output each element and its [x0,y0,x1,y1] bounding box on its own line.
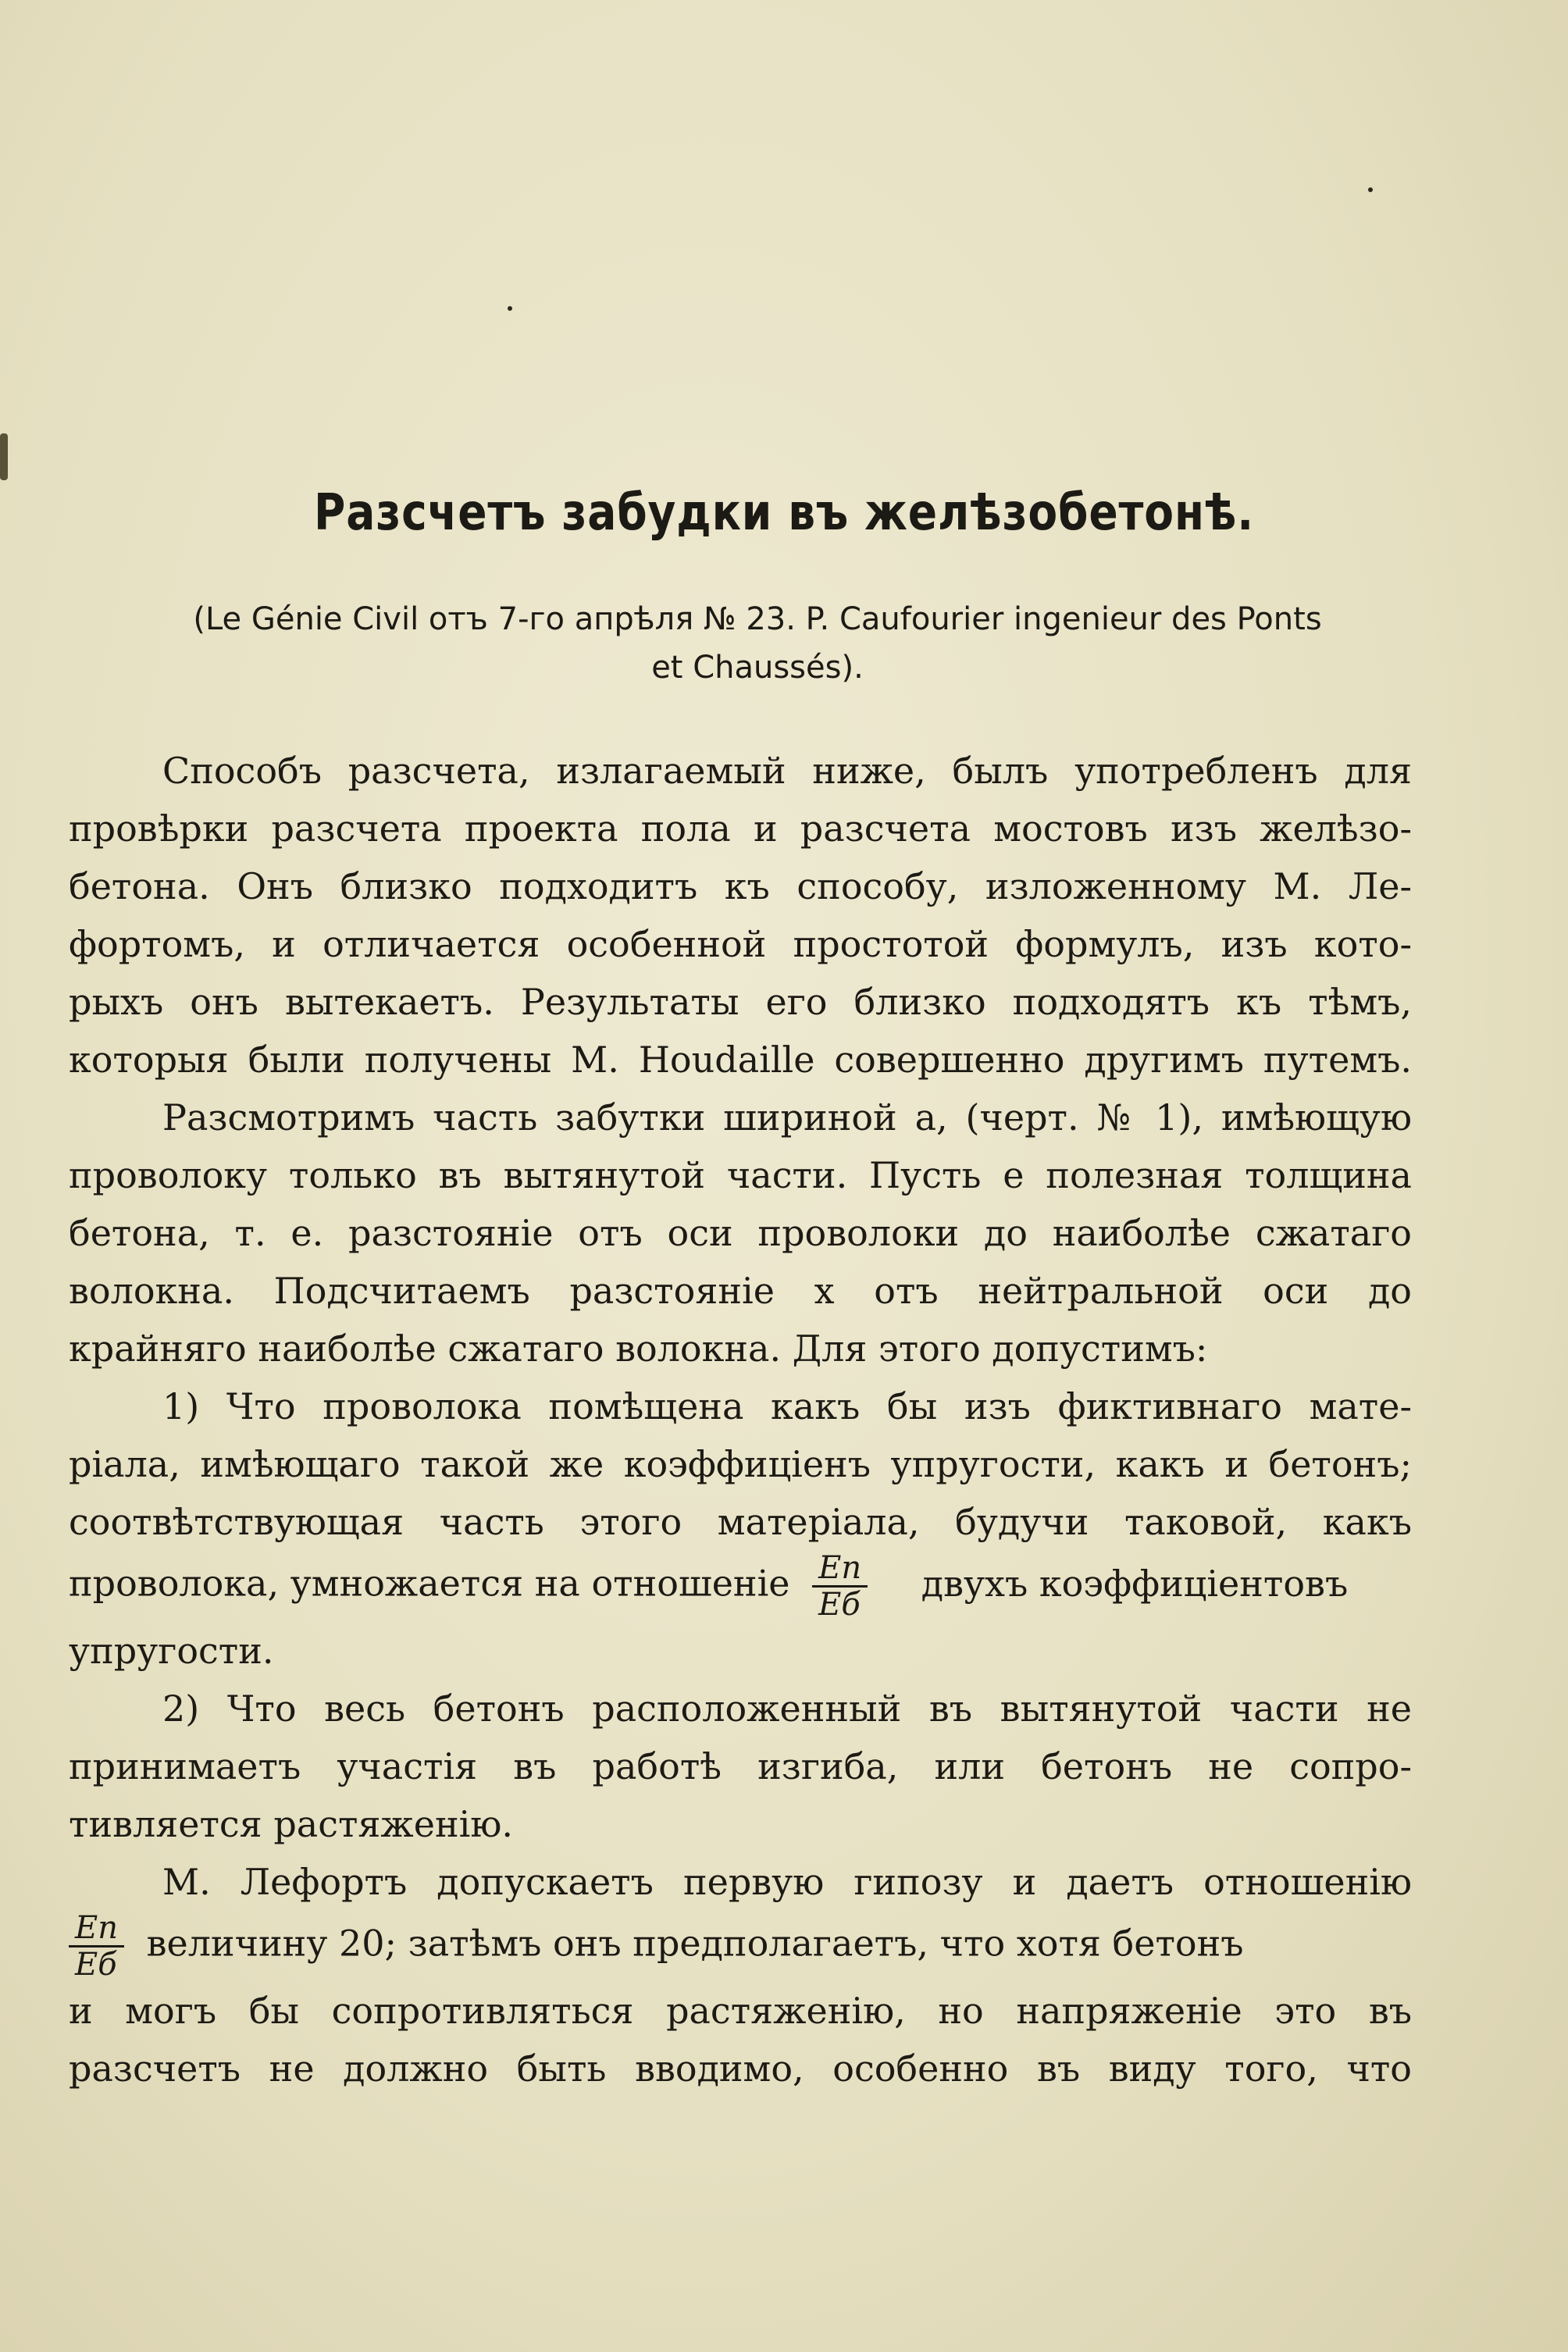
fraction-denominator: Eб [818,1587,861,1623]
text-line-with-fraction [69,1911,1412,1982]
fraction-denominator: Eб [75,1947,117,1983]
text-line: рыхъ онъ вытекаетъ. Результаты его близко подходятъ къ тѣмъ, [69,981,1412,1023]
text-line: провѣрки разсчета проекта пола и разсчета мостовъ изъ желѣзо- [69,807,1412,850]
text-line: соотвѣтствующая часть этого матеріала, будучи таковой, какъ [69,1501,1412,1543]
text-line: М. Лефортъ допускаетъ первую гипозу и даетъ отношенію [162,1861,1412,1903]
source-line-1: (Le Génie Civil отъ 7-го апрѣля № 23. P. Caufourier ingenieur des Ponts [193,601,1322,637]
text-line: и могъ бы сопротивляться растяженію, но напряженіе это въ [69,1990,1412,2032]
fraction-numerator: Eп [69,1911,124,1948]
text-line: проволоку только въ вытянутой части. Пусть e полезная толщина [69,1154,1412,1196]
text-segment: проволока, умножается на отношеніе [69,1562,790,1605]
text-line: фортомъ, и отличается особенной простотой формулъ, изъ кото- [69,923,1412,965]
text-line: упругости. [69,1630,274,1672]
text-line: тивляется растяженію. [69,1803,514,1845]
modulus-ratio-fraction [812,1551,868,1622]
article-body [69,742,1412,2097]
text-segment: двухъ коэффиціентовъ [921,1562,1349,1605]
text-line-with-fraction [69,1551,1412,1622]
fraction-numerator: Eп [812,1551,868,1588]
text-segment: величину 20; затѣмъ онъ предполагаетъ, что хотя бетонъ [146,1922,1244,1965]
source-line-2: et Chaussés). [651,650,864,686]
page-edge-mark [0,433,8,480]
text-line: Разсмотримъ часть забутки шириной a, (черт. № 1), имѣющую [162,1096,1412,1139]
text-line: крайняго наиболѣе сжатаго волокна. Для этого допустимъ: [69,1327,1208,1370]
text-line: 2) Что весь бетонъ расположенный въ вытянутой части не [162,1687,1412,1730]
ink-speck [508,306,512,311]
article-title: Разсчетъ забудки въ желѣзобетонѣ. [314,484,1254,542]
modulus-ratio-fraction [69,1911,124,1982]
ink-speck [1368,187,1373,192]
text-line: волокна. Подсчитаемъ разстояніе x отъ нейтральной оси до [69,1270,1412,1312]
text-line: бетона. Онъ близко подходитъ къ способу, изложенному М. Ле- [69,865,1412,907]
text-line: 1) Что проволока помѣщена какъ бы изъ фиктивнаго мате- [162,1385,1412,1427]
text-line: ріала, имѣющаго такой же коэффиціенъ упругости, какъ и бетонъ; [69,1443,1412,1485]
text-line: разсчетъ не должно быть вводимо, особенно въ виду того, что [69,2047,1412,2090]
text-line: Способъ разсчета, излагаемый ниже, былъ употребленъ для [162,750,1412,792]
text-line: принимаетъ участія въ работѣ изгиба, или бетонъ не сопро- [69,1745,1412,1787]
text-line: бетона, т. е. разстояніе отъ оси проволоки до наиболѣе сжатаго [69,1212,1412,1254]
text-line: которыя были получены M. Houdaille совершенно другимъ путемъ. [69,1039,1412,1081]
article-source [94,595,1421,692]
